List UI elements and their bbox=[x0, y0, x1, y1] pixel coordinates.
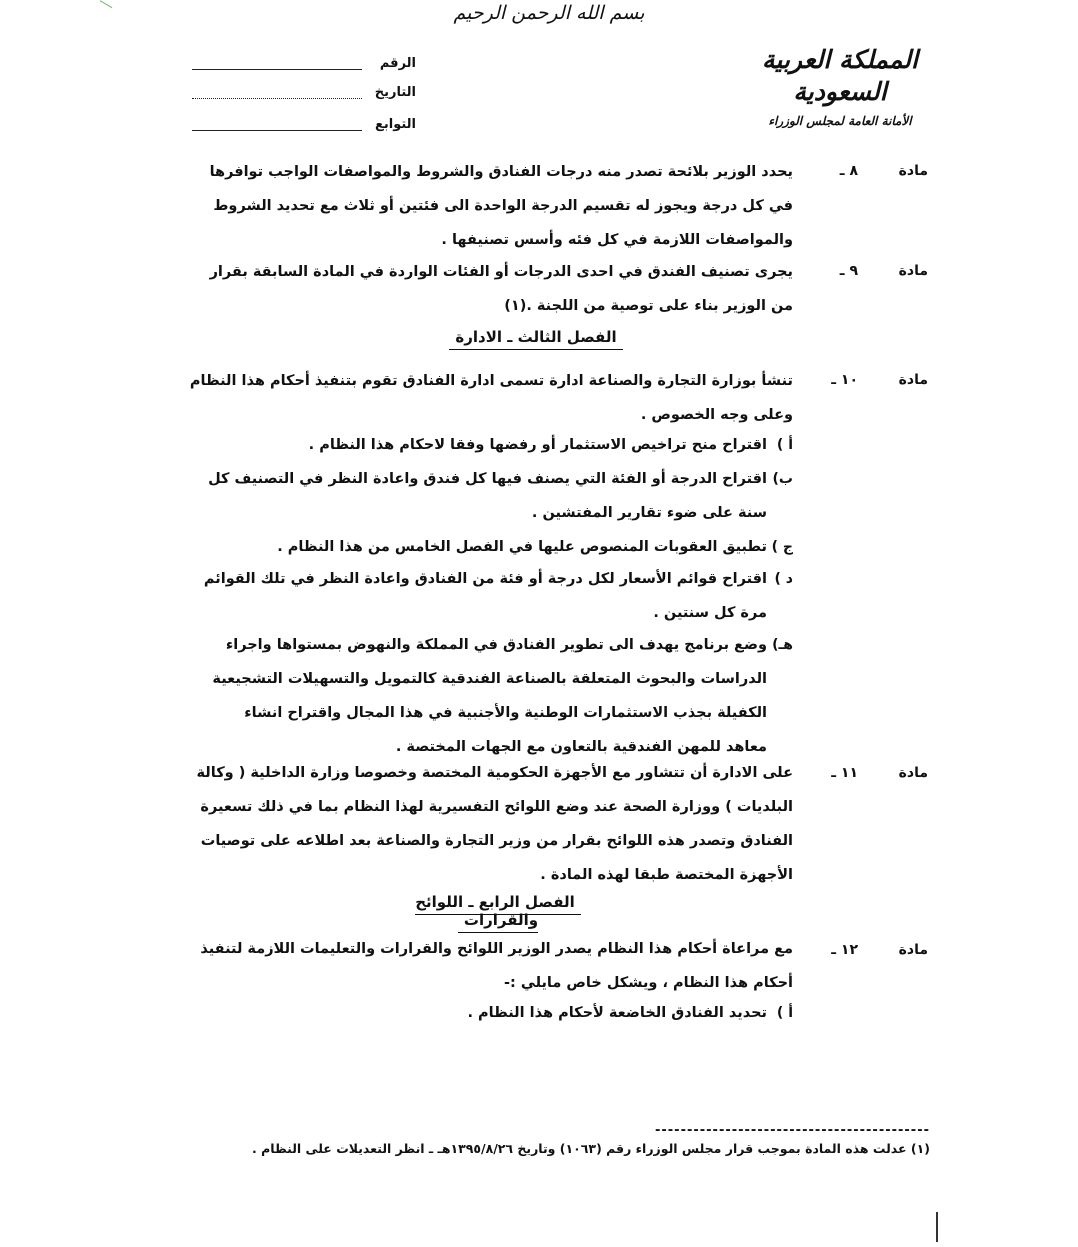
article-10-item-d bbox=[181, 562, 793, 630]
text-line: البلديات ) ووزارة الصحة عند وضع اللوائح التفسيرية لهذا النظام بما في ذلك تسعيرة bbox=[200, 799, 793, 815]
date-line bbox=[192, 86, 362, 99]
text-line: على الادارة أن تتشاور مع الأجهزة الحكومية المختصة وخصوصا وزارة الداخلية ( وكالة bbox=[196, 765, 793, 781]
text-line: وعلى وجه الخصوص . bbox=[640, 407, 793, 423]
article-10-item-a bbox=[181, 428, 793, 462]
chapter4-heading: الفصل الرابع ـ اللوائح والقرارات bbox=[373, 893, 623, 929]
article-12-label: مادة bbox=[898, 942, 928, 958]
text-line: يجرى تصنيف الفندق في احدى الدرجات أو الفئات الواردة في المادة السابقة بقرار bbox=[209, 264, 793, 280]
text-line: تحديد الفنادق الخاضعة لأحكام هذا النظام . bbox=[467, 1005, 767, 1021]
attachments-label: التوابع bbox=[374, 117, 416, 132]
article-11-number: ١١ ـ bbox=[831, 765, 858, 781]
date-label: التاريخ bbox=[374, 85, 416, 100]
item-bullet: د ) bbox=[774, 571, 793, 587]
text-line: تنشأ بوزارة التجارة والصناعة ادارة تسمى ادارة الفنادق تقوم بتنفيذ أحكام هذا النظام bbox=[189, 373, 793, 389]
text-line: اقتراح قوائم الأسعار لكل درجة أو فئة من الفنادق واعادة النظر في تلك القوائم bbox=[203, 571, 767, 587]
article-8-number: ٨ ـ bbox=[839, 163, 858, 179]
article-10-item-e bbox=[181, 628, 793, 764]
page-edge-mark bbox=[932, 1212, 938, 1242]
text-line: الدراسات والبحوث المتعلقة بالصناعة الفندقية كالتمويل والتسهيلات التشجيعية bbox=[212, 671, 767, 687]
text-line: سنة على ضوء تقارير المفتشين . bbox=[531, 505, 767, 521]
article-12-number: ١٢ ـ bbox=[831, 942, 858, 958]
article-12-text bbox=[181, 932, 793, 1000]
text-line: يحدد الوزير بلائحة تصدر منه درجات الفنادق والشروط والمواصفات الواجب توافرها bbox=[209, 164, 793, 180]
attachments-row bbox=[190, 115, 416, 135]
text-line: أحكام هذا النظام ، ويشكل خاص مايلي :- bbox=[504, 975, 793, 991]
item-bullet: ب) bbox=[772, 471, 793, 487]
footnote-text: (١) عدلت هذه المادة بموجب قرار مجلس الوزراء رقم (١٠٦٣) وتاريخ ١٣٩٥/٨/٢٦هـ ـ انظر التعديلات على النظام . bbox=[251, 1141, 930, 1156]
ref-number-label: الرقم bbox=[379, 56, 416, 71]
text-line: مع مراعاة أحكام هذا النظام يصدر الوزير اللوائح والقرارات والتعليمات اللازمة لتنفيذ bbox=[200, 941, 793, 957]
logo-line1: المملكة العربية السعودية bbox=[762, 45, 918, 106]
article-10-item-b bbox=[181, 462, 793, 530]
text-line: من الوزير بناء على توصية من اللجنة .(١) bbox=[504, 298, 793, 314]
article-11-text bbox=[181, 756, 793, 892]
text-line: تطبيق العقوبات المنصوص عليها في الفصل الخامس من هذا النظام . bbox=[277, 539, 767, 555]
text-line: في كل درجة ويجوز له تقسيم الدرجة الواحدة الى فئتين أو ثلاث مع تحديد الشروط bbox=[213, 198, 793, 214]
ref-number-row bbox=[190, 54, 416, 74]
article-10-item-c bbox=[181, 530, 793, 564]
article-8-text bbox=[181, 155, 793, 257]
text-line: وضع برنامج يهدف الى تطوير الفنادق في المملكة والنهوض بمستواها واجراء bbox=[225, 637, 767, 653]
text-line: الفنادق وتصدر هذه اللوائح بقرار من وزير التجارة والصناعة بعد اطلاعه على توصيات bbox=[200, 833, 793, 849]
ref-number-line bbox=[192, 57, 362, 70]
text-line: مرة كل سنتين . bbox=[653, 605, 767, 621]
article-12-item-a bbox=[181, 996, 793, 1030]
article-10-number: ١٠ ـ bbox=[831, 372, 858, 388]
basmala: بسم الله الرحمن الرحيم bbox=[453, 2, 645, 24]
article-9-number: ٩ ـ bbox=[839, 263, 858, 279]
date-row bbox=[190, 83, 416, 103]
logo-line2: الأمانة العامة لمجلس الوزراء bbox=[768, 114, 912, 128]
item-bullet: ج ) bbox=[771, 539, 793, 555]
text-line: اقتراح الدرجة أو الفئة التي يصنف فيها كل فندق واعادة النظر في التصنيف كل bbox=[208, 471, 767, 487]
text-line: الكفيلة بجذب الاستثمارات الوطنية والأجنبية في هذا المجال واقتراح انشاء bbox=[244, 705, 767, 721]
article-9-text bbox=[181, 255, 793, 323]
item-bullet: أ ) bbox=[776, 1005, 793, 1021]
article-10-label: مادة bbox=[898, 372, 928, 388]
attachments-line bbox=[192, 118, 362, 131]
item-bullet: أ ) bbox=[776, 437, 793, 453]
text-line: اقتراح منح تراخيص الاستثمار أو رفضها وفقا لاحكام هذا النظام . bbox=[308, 437, 767, 453]
chapter3-heading: الفصل الثالث ـ الادارة bbox=[426, 328, 646, 346]
article-10-text bbox=[181, 364, 793, 432]
article-8-label: مادة bbox=[898, 163, 928, 179]
article-11-label: مادة bbox=[898, 765, 928, 781]
letterhead-logo bbox=[740, 44, 940, 128]
item-bullet: هـ) bbox=[772, 637, 793, 653]
text-line: الأجهزة المختصة طبقا لهذه المادة . bbox=[540, 867, 793, 883]
text-line: معاهد للمهن الفندقية بالتعاون مع الجهات المختصة . bbox=[395, 739, 767, 755]
footnote-rule: ------------------------------------------- bbox=[654, 1123, 930, 1138]
text-line: والمواصفات اللازمة في كل فئه وأسس تصنيفها . bbox=[441, 232, 793, 248]
article-9-label: مادة bbox=[898, 263, 928, 279]
